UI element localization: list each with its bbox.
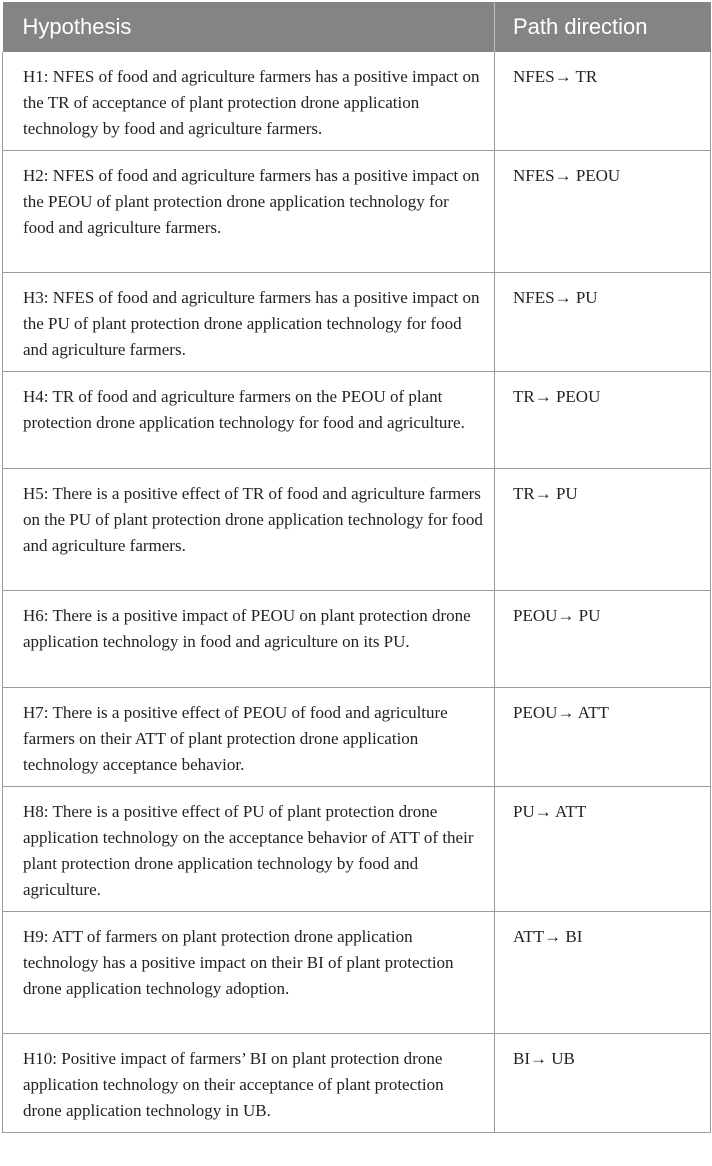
- path-cell: TR→ PU: [495, 469, 711, 591]
- hypothesis-cell: H10: Positive impact of farmers’ BI on plant protection drone application technology on their acceptance of plant protection drone application technology in UB.: [3, 1034, 495, 1133]
- table-row: [3, 469, 711, 591]
- table-row: [3, 151, 711, 273]
- hypothesis-table: [2, 2, 711, 1133]
- table-header: [3, 2, 711, 52]
- table-body: [3, 52, 711, 1133]
- path-cell: BI→ UB: [495, 1034, 711, 1133]
- header-path-direction: Path direction: [495, 2, 711, 52]
- table-row: [3, 273, 711, 372]
- table-row: [3, 787, 711, 912]
- header-row: [3, 2, 711, 52]
- hypothesis-cell: H6: There is a positive impact of PEOU on plant protection drone application technology in food and agriculture on its PU.: [3, 591, 495, 688]
- path-cell: PU→ ATT: [495, 787, 711, 912]
- table-row: [3, 1034, 711, 1133]
- table-row: [3, 591, 711, 688]
- path-cell: TR→ PEOU: [495, 372, 711, 469]
- hypothesis-cell: H1: NFES of food and agriculture farmers has a positive impact on the TR of acceptance of plant protection drone application technology by food and agriculture farmers.: [3, 52, 495, 151]
- hypothesis-cell: H8: There is a positive effect of PU of plant protection drone application technology on the acceptance behavior of ATT of their plant protection drone application technology by food and agriculture.: [3, 787, 495, 912]
- hypothesis-cell: H4: TR of food and agriculture farmers on the PEOU of plant protection drone application technology for food and agriculture.: [3, 372, 495, 469]
- path-cell: NFES→ PU: [495, 273, 711, 372]
- path-cell: ATT→ BI: [495, 912, 711, 1034]
- hypothesis-cell: H2: NFES of food and agriculture farmers has a positive impact on the PEOU of plant protection drone application technology for food and agriculture farmers.: [3, 151, 495, 273]
- path-cell: PEOU→ ATT: [495, 688, 711, 787]
- hypothesis-cell: H3: NFES of food and agriculture farmers has a positive impact on the PU of plant protection drone application technology for food and agriculture farmers.: [3, 273, 495, 372]
- hypothesis-table-container: [2, 2, 710, 1133]
- table-row: [3, 52, 711, 151]
- path-cell: NFES→ TR: [495, 52, 711, 151]
- hypothesis-cell: H9: ATT of farmers on plant protection drone application technology has a positive impact on their BI of plant protection drone application technology adoption.: [3, 912, 495, 1034]
- header-hypothesis: Hypothesis: [3, 2, 495, 52]
- table-row: [3, 372, 711, 469]
- path-cell: NFES→ PEOU: [495, 151, 711, 273]
- table-row: [3, 688, 711, 787]
- hypothesis-cell: H5: There is a positive effect of TR of food and agriculture farmers on the PU of plant protection drone application technology for food and agriculture farmers.: [3, 469, 495, 591]
- hypothesis-cell: H7: There is a positive effect of PEOU of food and agriculture farmers on their ATT of plant protection drone application technology acceptance behavior.: [3, 688, 495, 787]
- table-row: [3, 912, 711, 1034]
- path-cell: PEOU→ PU: [495, 591, 711, 688]
